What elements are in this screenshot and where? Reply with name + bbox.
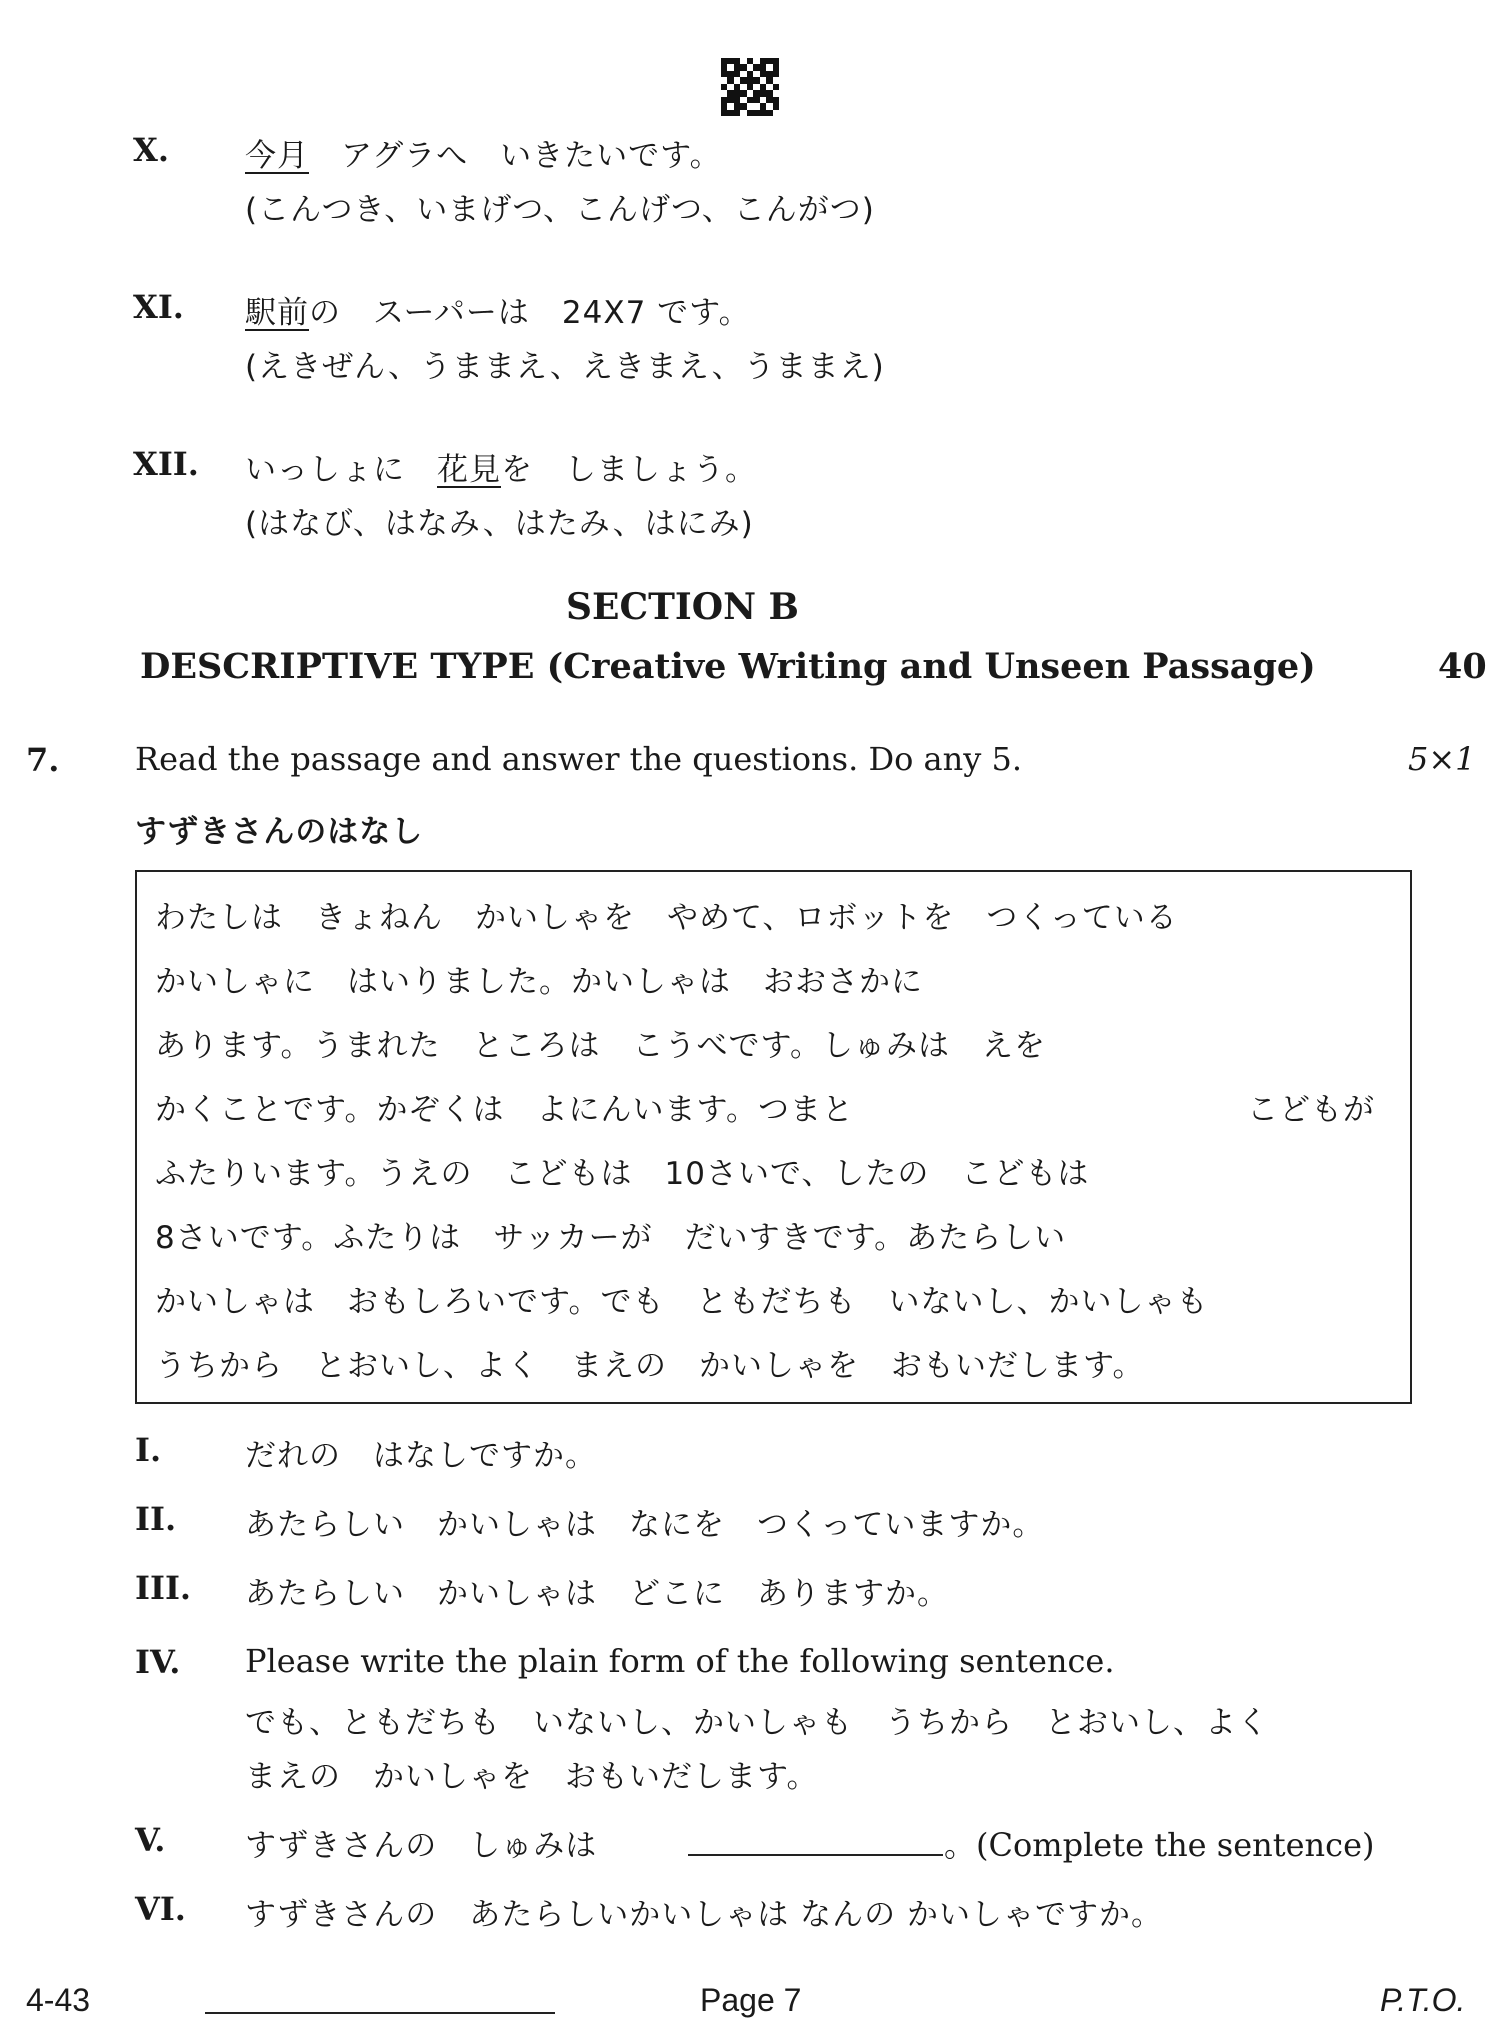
answer-options: (はなび、はなみ、はたみ、はにみ) <box>245 506 754 542</box>
section-marks: 40 <box>1438 646 1487 687</box>
question-number: XII. <box>133 445 199 483</box>
sub-question-tail: 。(Complete the sentence) <box>944 1826 1375 1864</box>
passage-line: あります。うまれた ところは こうべです。しゅみは えを <box>155 1028 1047 1064</box>
question-text-pre: いっしょに <box>245 452 437 488</box>
passage-line: かいしゃは おもしろいです。でも ともだちも いないし、かいしゃも <box>155 1284 1209 1320</box>
question-text <box>245 444 757 489</box>
sub-question-text: あたらしい かいしゃは どこに ありますか。 <box>245 1576 949 1612</box>
section-title: SECTION B <box>566 586 799 628</box>
sub-question-number: II. <box>135 1500 177 1538</box>
sub-question-text: だれの はなしですか。 <box>245 1438 597 1474</box>
question-text-rest: アグラへ いきたいです。 <box>309 138 722 174</box>
answer-options: (えきぜん、うままえ、えきまえ、うままえ) <box>245 349 885 385</box>
page-number: Page 7 <box>700 1982 802 2018</box>
sub-question-text: すずきさんの あたらしいかいしゃは なんの かいしゃですか。 <box>245 1897 1164 1933</box>
passage-line: うちから とおいし、よく まえの かいしゃを おもいだします。 <box>155 1348 1145 1384</box>
question-text <box>245 130 722 175</box>
sub-question-number: IV. <box>135 1643 181 1681</box>
sub-question-number: VI. <box>135 1890 186 1928</box>
passage-box <box>135 870 1412 1404</box>
sub-question-number: III. <box>135 1569 192 1607</box>
underlined-word: 花見 <box>437 452 501 488</box>
passage-line: ふたりいます。うえの こどもは 10さいで、したの こどもは <box>155 1156 1090 1192</box>
underlined-word: 今月 <box>245 138 309 174</box>
underlined-word: 駅前 <box>245 295 309 331</box>
please-turn-over: P.T.O. <box>1380 1982 1466 2018</box>
question-instruction: Read the passage and answer the questions. Do any 5. <box>135 740 1022 778</box>
sub-question-japanese-line: でも、ともだちも いないし、かいしゃも うちから とおいし、よく <box>245 1705 1269 1741</box>
question-text-rest: の スーパーは 24X7 です。 <box>309 295 751 331</box>
answer-blank <box>688 1826 943 1856</box>
passage-line: 8さいです。ふたりは サッカーが だいすきです。あたらしい <box>155 1220 1067 1256</box>
footer-divider <box>205 2012 555 2014</box>
sub-question-number: V. <box>135 1821 166 1859</box>
sub-question-text: すずきさんの しゅみは <box>245 1828 598 1864</box>
section-subtitle: DESCRIPTIVE TYPE (Creative Writing and Unseen Passage) <box>140 646 1316 687</box>
question-number: 7. <box>26 741 60 779</box>
sub-question-text: あたらしい かいしゃは なにを つくっていますか。 <box>245 1507 1045 1543</box>
qr-code-icon <box>721 58 779 116</box>
question-number: X. <box>133 131 169 169</box>
question-text <box>245 287 751 332</box>
passage-line: かくことです。かぞくは よにんいます。つまと <box>155 1092 855 1128</box>
passage-line: かいしゃに はいりました。かいしゃは おおさかに <box>155 964 923 1000</box>
question-text-rest: を しましょう。 <box>501 452 757 488</box>
sub-question-japanese-line: まえの かいしゃを おもいだします。 <box>245 1759 819 1795</box>
question-marks: 5×1 <box>1408 740 1476 778</box>
paper-code: 4-43 <box>26 1982 91 2018</box>
answer-options: (こんつき、いまげつ、こんげつ、こんがつ) <box>245 192 875 228</box>
sub-question-number: I. <box>135 1431 162 1469</box>
passage-line-end: こどもが <box>1247 1092 1375 1128</box>
passage-line: わたしは きょねん かいしゃを やめて、ロボットを つくっている <box>155 900 1178 936</box>
question-number: XI. <box>133 288 184 326</box>
passage-title: すずきさんのはなし <box>135 814 424 850</box>
sub-question-text: Please write the plain form of the following sentence. <box>245 1642 1115 1680</box>
